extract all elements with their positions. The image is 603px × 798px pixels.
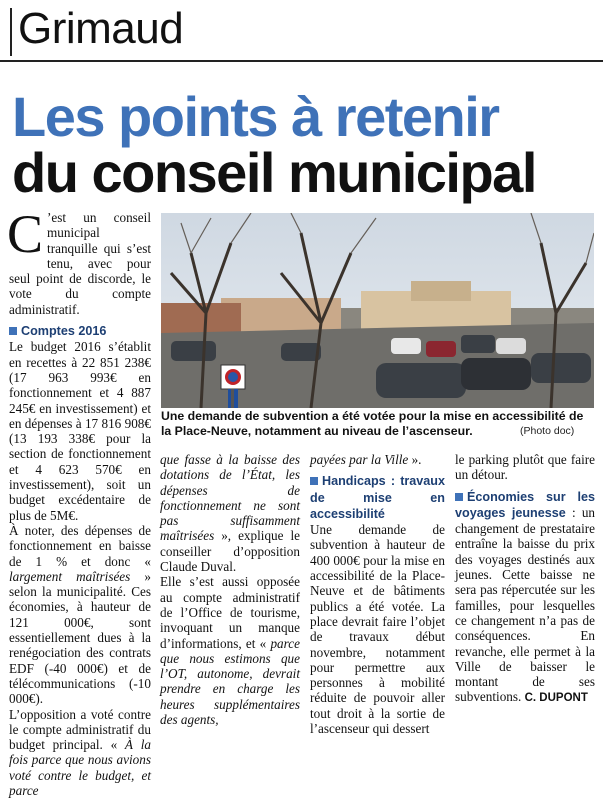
col2-paragraph-2: Elle s’est aussi opposée au compte administratif de l’Office de tourisme, invoquant un manque d’informations, et « parce que nous estimons que l’OT, autonome, devrait prendre en charge les heures supplémentaires des agents, xyxy=(160,574,300,727)
col3-paragraph-0: payées par la Ville ». xyxy=(310,452,445,467)
bullet-square-icon xyxy=(455,493,463,501)
bullet-square-icon xyxy=(9,327,17,335)
intro-paragraph xyxy=(9,210,151,317)
header-divider xyxy=(0,60,603,62)
subhead-voyages: Économies sur les voyages jeunesse xyxy=(455,490,595,520)
place-neuve-photo xyxy=(161,213,594,408)
dropcap: C xyxy=(7,212,43,256)
article-column-3 xyxy=(310,452,445,736)
col3-paragraph-1: Une demande de subvention à hauteur de 400 000€ pour la mise en accessibilité de la Place-Neuve et de bâtiments publics a été votée. La place devrait faire l’objet de travaux début novembre, notamment pour permettre aux personnes à mobilité réduite de pouvoir aller tout droit à la sortie de l’ascenseur qui dessert xyxy=(310,522,445,736)
col2-paragraph-1: que fasse à la baisse des dotations de l’État, les dépenses de fonctionnement ne sont pas suffisamment maîtrisées », explique le conseiller d’opposition Claude Duval. xyxy=(160,452,300,574)
article-column-2 xyxy=(160,452,300,727)
header-rule xyxy=(10,8,12,56)
photo-caption: Une demande de subvention a été votée pour la mise en accessibilité de la Place-Neuve, notamment au niveau de l’ascenseur. xyxy=(161,409,596,438)
comptes-paragraph-3: L’opposition a voté contre le compte administratif du budget principal. « À la fois parce que nous avions voté contre le budget, et parce xyxy=(9,707,151,798)
author-signature: C. DUPONT xyxy=(525,692,588,704)
article-photo xyxy=(161,213,594,408)
headline-line-2: du conseil municipal xyxy=(12,142,536,204)
subhead-handicaps: Handicaps : travaux de mise en accessibilité xyxy=(310,473,445,522)
headline-line-1: Les points à retenir xyxy=(12,86,499,148)
photo-credit: (Photo doc) xyxy=(520,425,574,437)
bullet-square-icon xyxy=(310,477,318,485)
article-column-4 xyxy=(455,452,595,707)
article-column-1 xyxy=(9,210,151,798)
subhead-comptes: Comptes 2016 xyxy=(9,323,151,339)
section-title: Grimaud xyxy=(18,2,183,56)
intro-text: ’est un conseil municipal tranquille qui s’est tenu, avec pour seul point de discorde, le vote du compte administratif. xyxy=(9,210,151,317)
col4-paragraph-0: le parking plutôt que faire un détour. xyxy=(455,452,595,483)
comptes-paragraph-2: À noter, des dépenses de fonctionnement en baisse de 1 % et donc « largement maîtrisées » selon la municipalité. Ces économies, à hauteur de 121 000€, sont essentiellement dues à la renégociation des contrats EDF (-40 000€) et de télécommunications (-10 000€). xyxy=(9,523,151,707)
col4-paragraph-1: Économies sur les voyages jeunesse : un changement de prestataire entraîne la baisse du prix des voyages destinés aux jeunes. Cette baisse ne sera pas répercutée sur les familles, pour lesquelles ce changement n’a pas de conséquences. En revanche, elle permet à la Ville de baisser le montant de ses subventions. C. DUPONT xyxy=(455,489,595,707)
comptes-paragraph-1: Le budget 2016 s’établit en recettes à 22 851 238€ (17 963 993€ en fonctionnement et 4 887 245€ en investissement) et en dépenses à 17 816 908€ (13 193 338€ pour la section de fonctionnement et 4 623 570€ en investissement), soit un budget excédentaire de plus de 5M€. xyxy=(9,339,151,523)
